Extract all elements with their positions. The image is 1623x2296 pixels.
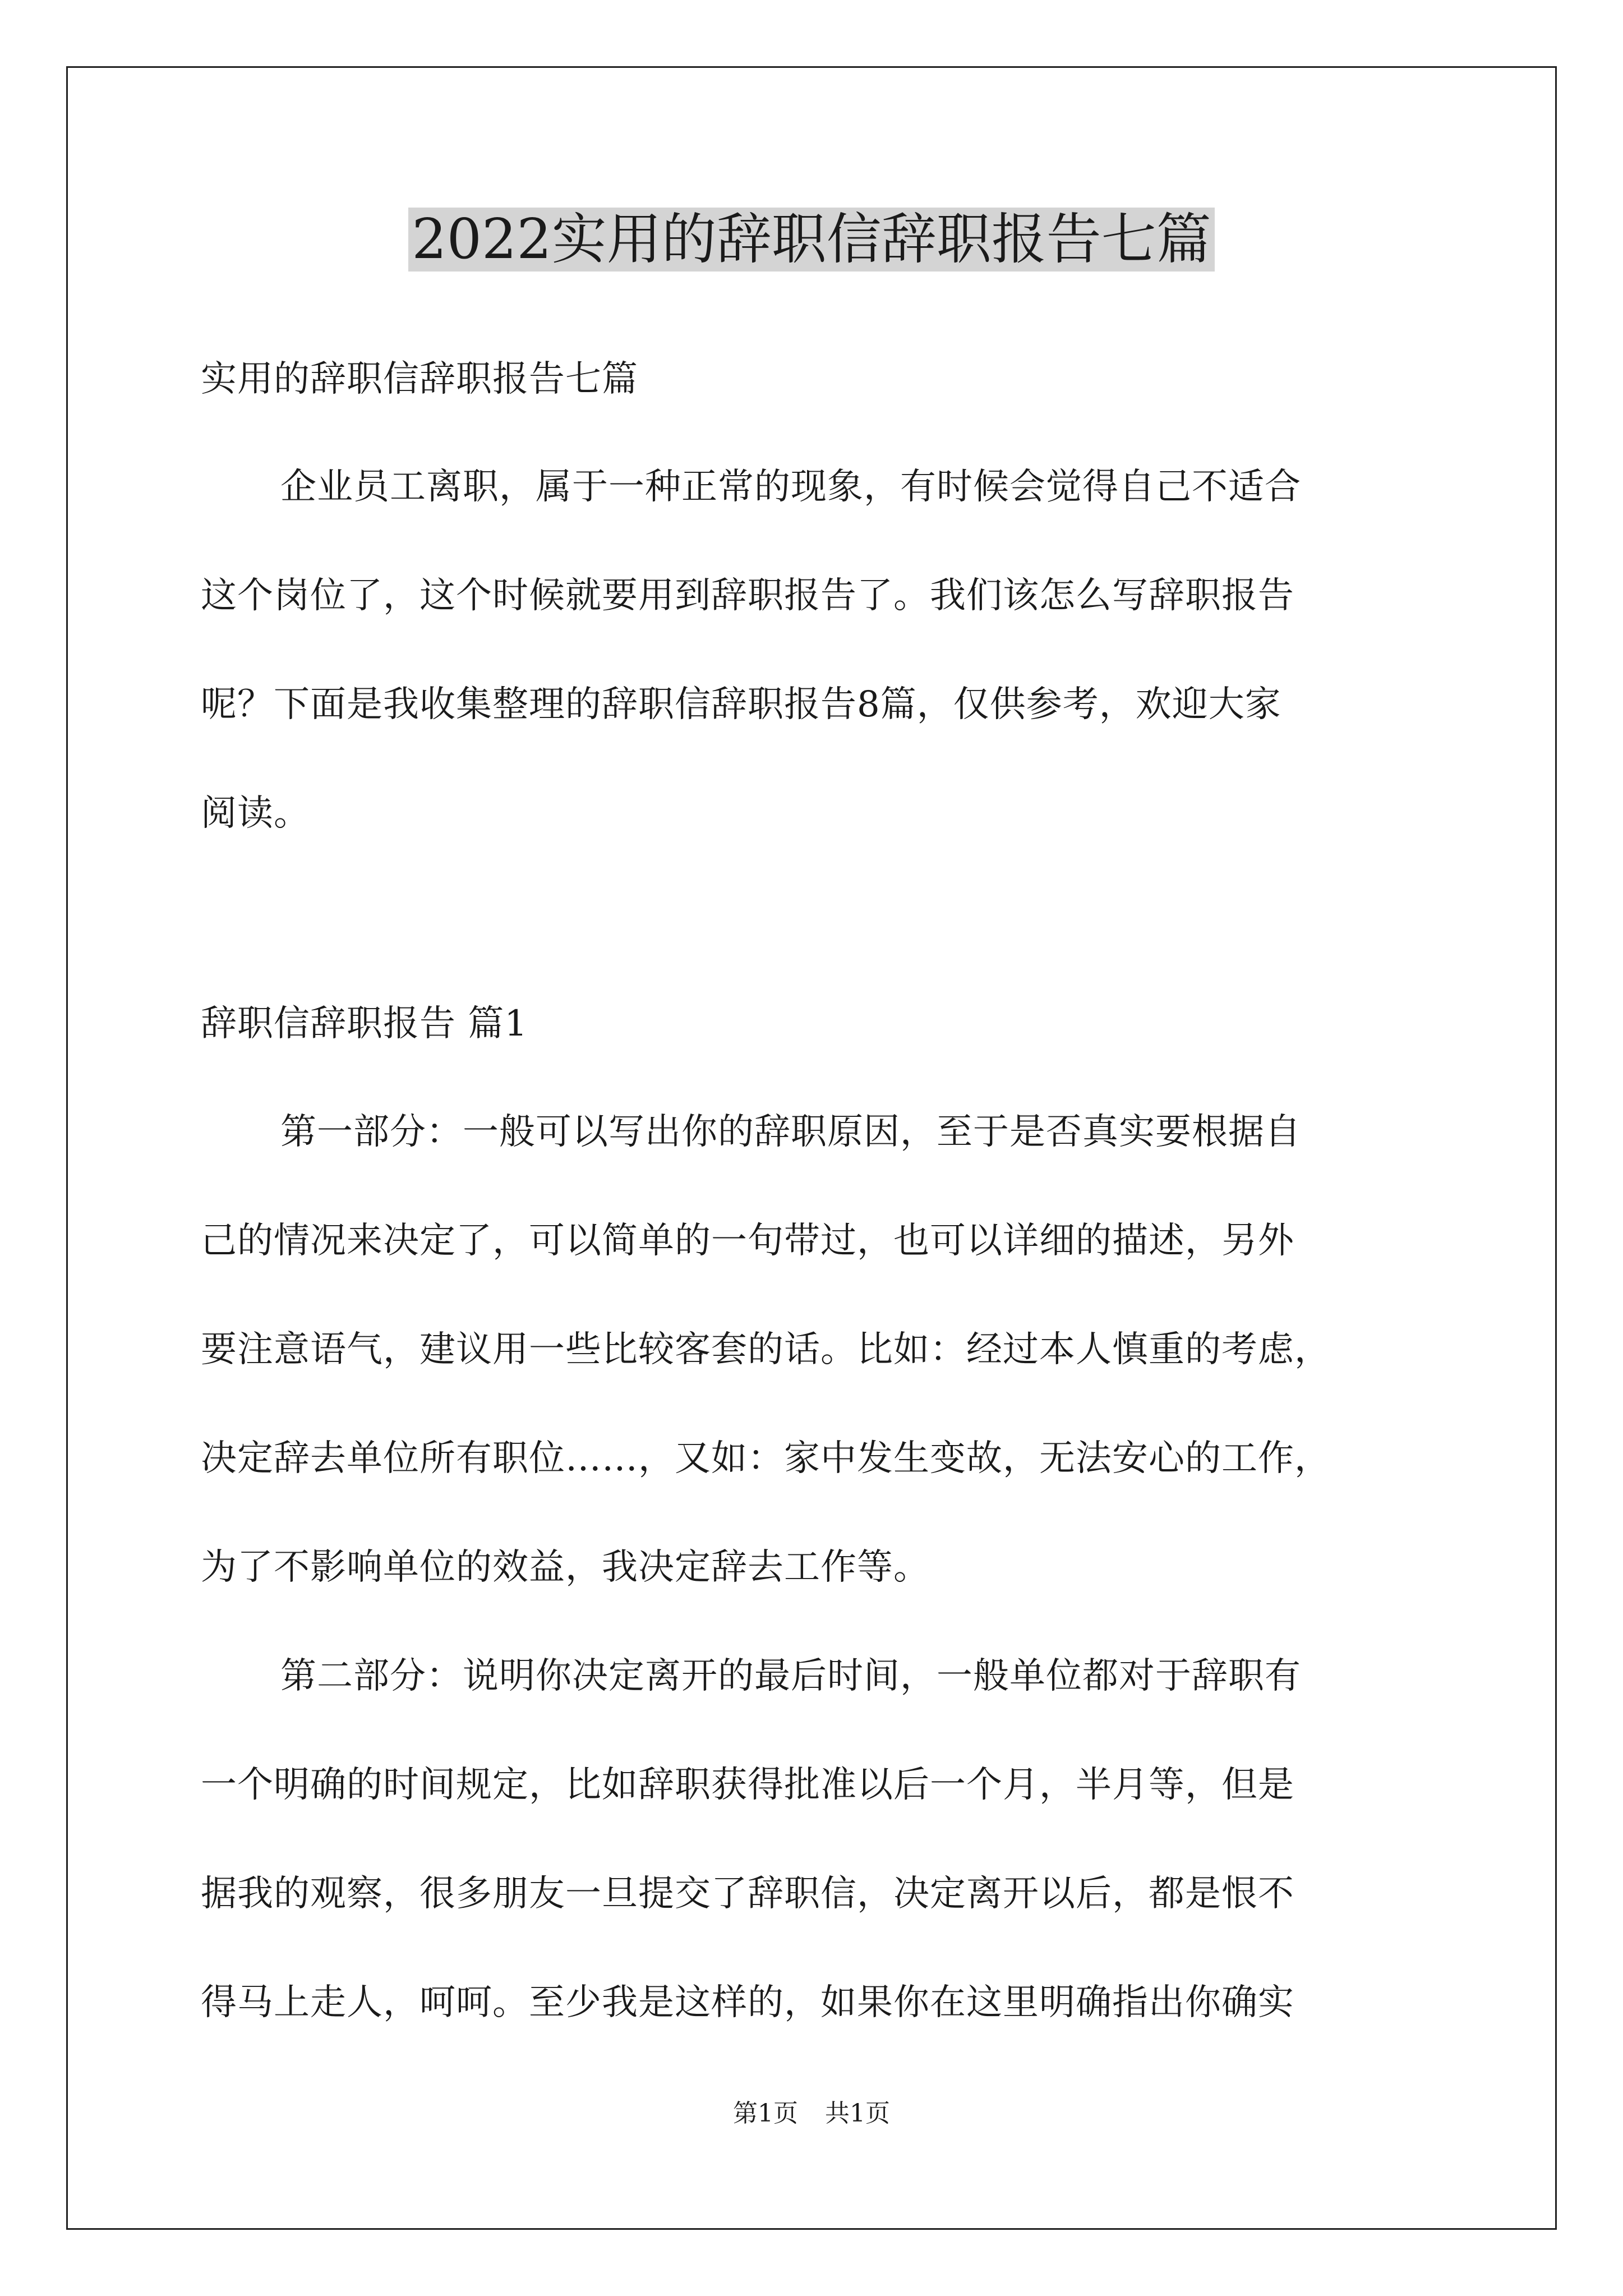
intro-line: 呢？下面是我收集整理的辞职信辞职报告8篇，仅供参考，欢迎大家 (201, 684, 1281, 725)
document-subtitle: 实用的辞职信辞职报告七篇 (201, 358, 638, 400)
intro-line: 企业员工离职，属于一种正常的现象，有时候会觉得自己不适合 (280, 466, 1301, 508)
document-title (0, 203, 1623, 276)
part1-line: 第一部分：一般可以写出你的辞职原因，至于是否真实要根据自 (280, 1111, 1301, 1153)
part2-line: 第二部分：说明你决定离开的最后时间，一般单位都对于辞职有 (280, 1655, 1301, 1697)
section-heading: 辞职信辞职报告 篇1 (201, 1003, 528, 1045)
page-number: 第1页 (733, 2099, 798, 2128)
part1-line: 要注意语气，建议用一些比较客套的话。比如：经过本人慎重的考虑， (201, 1329, 1331, 1370)
part1-line: 为了不影响单位的效益，我决定辞去工作等。 (201, 1547, 930, 1588)
page-footer (0, 2097, 1623, 2131)
part1-line: 己的情况来决定了，可以简单的一句带过，也可以详细的描述，另外 (201, 1220, 1294, 1262)
document-title-text: 2022实用的辞职信辞职报告七篇 (408, 208, 1214, 272)
part2-line: 一个明确的时间规定，比如辞职获得批准以后一个月，半月等，但是 (201, 1764, 1294, 1806)
part1-line: 决定辞去单位所有职位……，又如：家中发生变故，无法安心的工作， (201, 1438, 1331, 1479)
page-total: 共1页 (825, 2099, 890, 2128)
part2-line: 据我的观察，很多朋友一旦提交了辞职信，决定离开以后，都是恨不 (201, 1873, 1294, 1915)
intro-line: 阅读。 (201, 793, 310, 834)
intro-line: 这个岗位了，这个时候就要用到辞职报告了。我们该怎么写辞职报告 (201, 575, 1294, 616)
part2-line: 得马上走人，呵呵。至少我是这样的，如果你在这里明确指出你确实 (201, 1982, 1294, 2023)
